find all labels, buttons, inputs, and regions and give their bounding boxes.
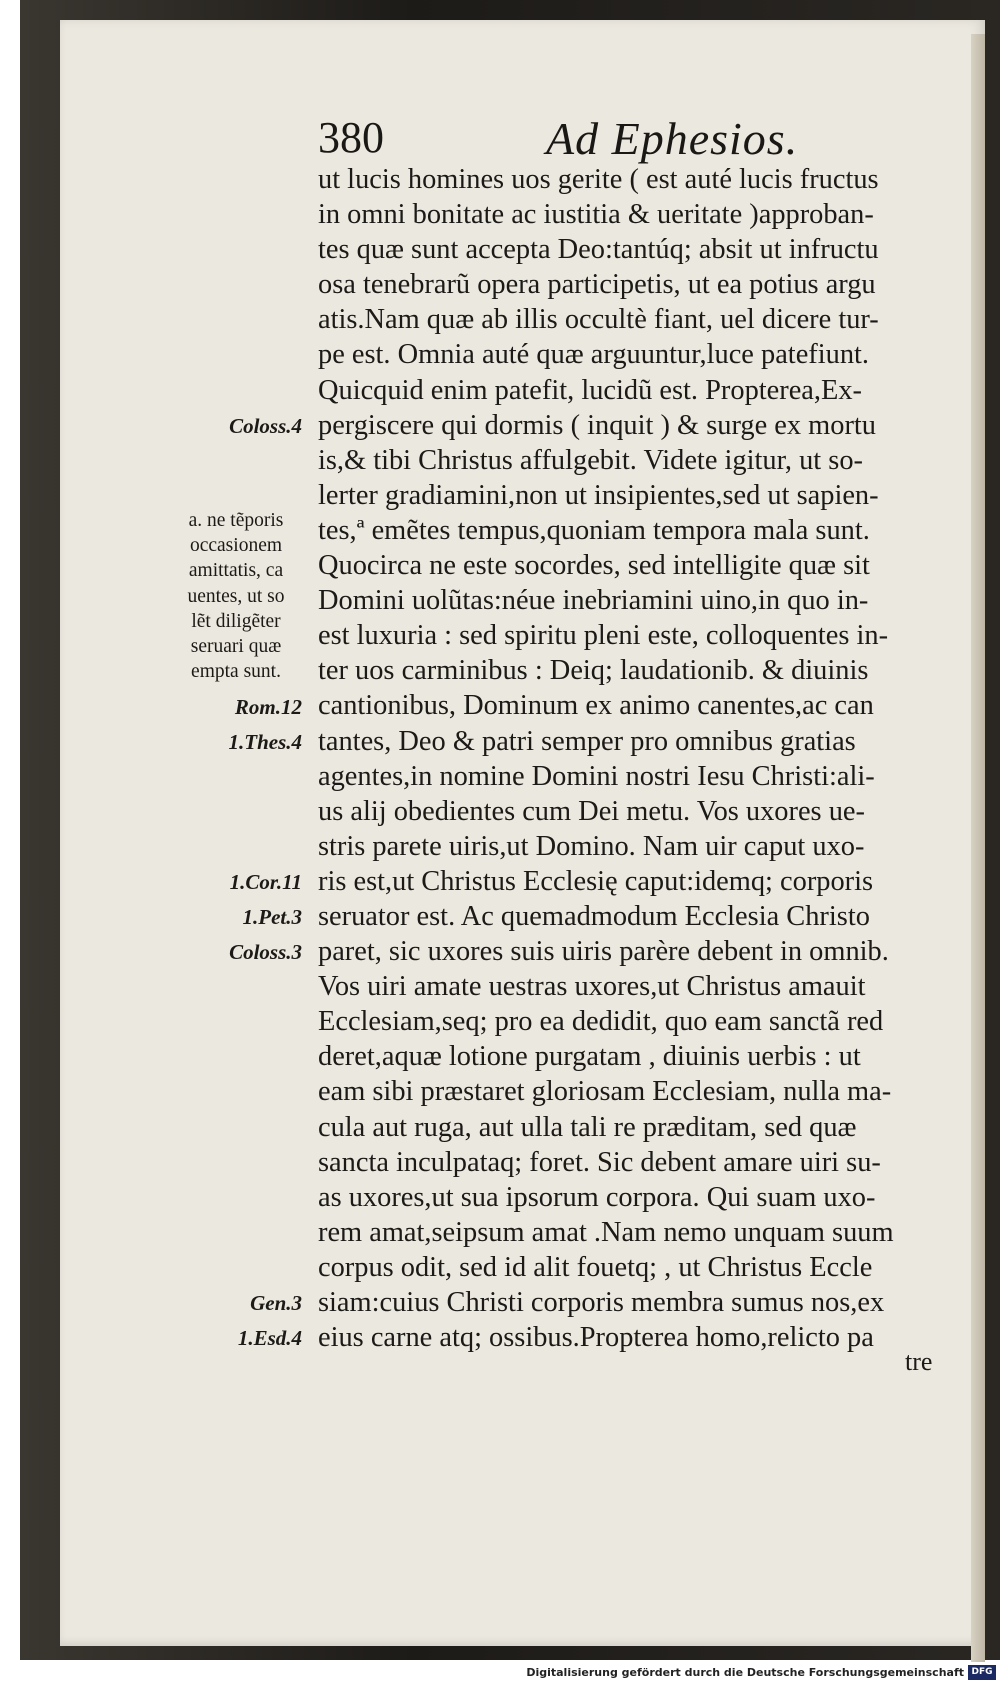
margin-gloss-line: lẽt diligẽter — [191, 610, 281, 632]
text-line: Quicquid enim patefit, lucidũ est. Propterea,Ex- — [318, 374, 862, 406]
margin-gloss-line: empta sunt. — [191, 661, 281, 683]
digitization-credit: Digitalisierung gefördert durch die Deutsche Forschungsgemeinschaft — [526, 1666, 964, 1679]
text-line: tes quæ sunt accepta Deo:tantúq; absit ut infructu — [318, 234, 879, 266]
text-line: tes,ª emẽtes tempus,quoniam tempora mala sunt. — [318, 514, 870, 546]
running-title: Ad Ephesios. — [546, 113, 799, 164]
page-number: 380 — [318, 113, 384, 162]
margin-reference: 1.Cor.11 — [229, 870, 302, 894]
margin-gloss-line: amittatis, ca — [188, 560, 284, 582]
margin-reference: 1.Pet.3 — [242, 905, 302, 930]
text-line: osa tenebrarũ opera participetis, ut ea potius argu — [318, 269, 876, 301]
text-line: lerter gradiamini,non ut insipientes,sed ut sapien- — [318, 479, 879, 511]
footer-bar — [0, 1662, 1000, 1684]
margin-reference: Gen.3 — [250, 1291, 302, 1316]
margin-gloss-line: occasionem — [189, 535, 283, 557]
text-line: eius carne atq; ossibus.Propterea homo,relicto pa — [318, 1322, 874, 1354]
text-line: Ecclesiam,seq; pro ea dedidit, quo eam sanctã red — [318, 1006, 884, 1038]
margin-gloss-line: uentes, ut so — [187, 585, 285, 607]
text-line: ut lucis homines uos gerite ( est auté lucis fructus — [318, 164, 879, 195]
text-line: stris parete uiris,ut Domino. Nam uir caput uxo- — [318, 830, 865, 862]
margin-gloss-line: a. ne tẽporis — [188, 510, 284, 531]
text-line: paret, sic uxores suis uiris parère debent in omnib. — [318, 936, 889, 968]
text-line: seruator est. Ac quemadmodum Ecclesia Christo — [318, 900, 870, 932]
page-edge-shadow — [971, 34, 985, 1666]
text-line: ris est,ut Christus Ecclesię caput:idemq; corporis — [318, 865, 874, 897]
text-line: us alij obedientes cum Dei metu. Vos uxores ue- — [318, 795, 865, 827]
text-line: tantes, Deo & patri semper pro omnibus gratias — [318, 725, 856, 757]
text-line: siam:cuius Christi corporis membra sumus nos,ex — [318, 1287, 885, 1318]
margin-reference: Coloss.3 — [229, 940, 302, 965]
text-line: ter uos carminibus : Deiq; laudationib. & diuinis — [318, 655, 869, 687]
text-line: in omni bonitate ac iustitia & ueritate )approban- — [318, 199, 874, 231]
text-line: eam sibi præstaret gloriosam Ecclesiam, nulla ma- — [318, 1076, 892, 1108]
text-line: is,& tibi Christus affulgebit. Videte igitur, ut so- — [318, 444, 863, 476]
catchword: tre — [905, 1347, 933, 1376]
margin-reference: Rom.12 — [234, 694, 302, 719]
margin-reference: Coloss.4 — [229, 413, 302, 438]
text-line: deret,aquæ lotione purgatam , diuinis uerbis : ut — [318, 1041, 861, 1073]
text-line: Vos uiri amate uestras uxores,ut Christus amauit — [318, 971, 866, 1003]
text-line: pe est. Omnia auté quæ arguuntur,luce patefiunt. — [318, 339, 870, 371]
text-line: rem amat,seipsum amat .Nam nemo unquam suum — [318, 1216, 894, 1248]
text-line: as uxores,ut sua ipsorum corpora. Qui suam uxo- — [318, 1181, 876, 1213]
text-line: cula aut ruga, aut ulla tali re præditam, sed quæ — [318, 1111, 857, 1143]
dfg-logo-icon: DFG — [968, 1665, 996, 1680]
text-line: Domini uolũtas:néue inebriamini uino,in quo in- — [318, 585, 869, 617]
text-line: est luxuria : sed spiritu pleni este, colloquentes in- — [318, 620, 889, 652]
main-text-block — [318, 162, 958, 1355]
margin-reference: 1.Thes.4 — [228, 729, 302, 754]
text-line: pergiscere qui dormis ( inquit ) & surge ex mortu — [318, 409, 876, 441]
text-line: sancta inculpataq; foret. Sic debent amare uiri su- — [318, 1146, 881, 1178]
text-line: agentes,in nomine Domini nostri Iesu Christi:ali- — [318, 760, 875, 792]
text-line: atis.Nam quæ ab illis occultè fiant, uel dicere tur- — [318, 304, 879, 336]
margin-gloss-line: seruari quæ — [190, 636, 282, 658]
text-line: cantionibus, Dominum ex animo canentes,ac can — [318, 690, 874, 722]
margin-gloss — [162, 508, 310, 684]
text-line: corpus odit, sed id alit fouetq; , ut Christus Eccle — [318, 1251, 873, 1283]
margin-reference: 1.Esd.4 — [237, 1326, 302, 1351]
text-line: Quocirca ne este socordes, sed intelligite quæ sit — [318, 550, 870, 582]
